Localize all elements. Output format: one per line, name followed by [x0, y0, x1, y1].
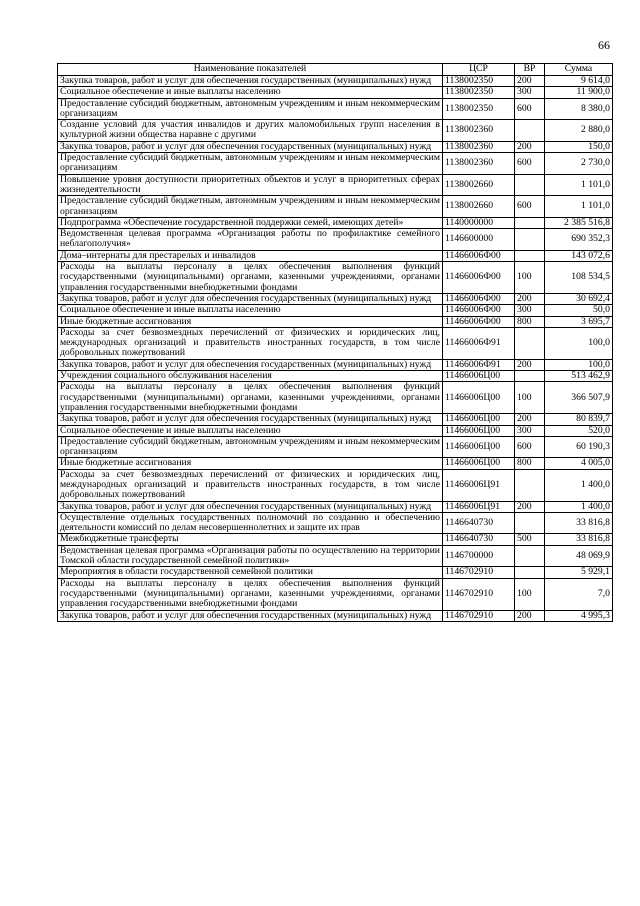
cell-sum: 520,0	[545, 425, 613, 436]
cell-vr: 100	[515, 578, 545, 610]
table-row	[58, 436, 613, 458]
table-row	[58, 469, 613, 501]
header-name: Наименование показателей	[58, 64, 443, 76]
cell-csr: 11466006Ц00	[443, 425, 515, 436]
cell-csr: 1138002350	[443, 98, 515, 120]
cell-vr: 200	[515, 501, 545, 512]
cell-name: Мероприятия в области государственной семейной политики	[58, 567, 443, 578]
cell-sum: 48 069,9	[545, 545, 613, 567]
cell-name: Закупка товаров, работ и услуг для обеспечения государственных (муниципальных) нужд	[58, 414, 443, 425]
cell-name: Расходы на выплаты персоналу в целях обеспечения выполнения функций государственными (муниципальными) органами, казенными учреждениями, органами управления государственными внебюджетными фондами	[58, 262, 443, 294]
cell-csr: 1146600000	[443, 229, 515, 251]
cell-csr: 11466006Ф91	[443, 327, 515, 359]
table-row	[58, 425, 613, 436]
cell-vr	[515, 371, 545, 382]
cell-name: Повышение уровня доступности приоритетных объектов и услуг в приоритетных сферах жизнедеятельности	[58, 174, 443, 196]
cell-name: Закупка товаров, работ и услуг для обеспечения государственных (муниципальных) нужд	[58, 610, 443, 621]
table-row	[58, 120, 613, 142]
cell-name: Иные бюджетные ассигнования	[58, 316, 443, 327]
cell-csr: 11466006Ф00	[443, 293, 515, 304]
cell-vr: 200	[515, 141, 545, 152]
table-row	[58, 512, 613, 534]
table-row	[58, 305, 613, 316]
cell-sum: 33 816,8	[545, 512, 613, 534]
table-row	[58, 545, 613, 567]
header-row	[58, 64, 613, 76]
cell-sum: 1 400,0	[545, 469, 613, 501]
cell-vr: 600	[515, 196, 545, 218]
cell-csr: 1138002350	[443, 87, 515, 98]
cell-vr	[515, 217, 545, 228]
table-row	[58, 87, 613, 98]
cell-name: Иные бюджетные ассигнования	[58, 458, 443, 469]
table-row	[58, 458, 613, 469]
cell-csr: 1138002360	[443, 141, 515, 152]
cell-csr: 1138002660	[443, 196, 515, 218]
cell-vr: 500	[515, 534, 545, 545]
cell-name: Социальное обеспечение и иные выплаты населению	[58, 305, 443, 316]
cell-sum: 1 101,0	[545, 174, 613, 196]
table-row	[58, 567, 613, 578]
cell-vr: 300	[515, 425, 545, 436]
cell-name: Расходы за счет безвозмездных перечислений от физических и юридических лиц, международных организаций и правительств иностранных государств, в том числе добровольных пожертвований	[58, 327, 443, 359]
cell-name: Межбюджетные трансферты	[58, 534, 443, 545]
cell-sum: 513 462,9	[545, 371, 613, 382]
table-row	[58, 327, 613, 359]
cell-sum: 33 816,8	[545, 534, 613, 545]
cell-sum: 4 005,0	[545, 458, 613, 469]
cell-sum: 50,0	[545, 305, 613, 316]
table-row	[58, 293, 613, 304]
cell-csr: 1146702910	[443, 578, 515, 610]
cell-vr: 300	[515, 305, 545, 316]
cell-csr: 1138002350	[443, 76, 515, 87]
cell-vr: 200	[515, 414, 545, 425]
cell-vr	[515, 469, 545, 501]
cell-vr	[515, 120, 545, 142]
table-row	[58, 76, 613, 87]
cell-vr	[515, 229, 545, 251]
cell-name: Создание условий для участия инвалидов и других маломобильных групп населения в культурной жизни общества наравне с другими	[58, 120, 443, 142]
cell-name: Социальное обеспечение и иные выплаты населению	[58, 87, 443, 98]
cell-sum: 366 507,9	[545, 382, 613, 414]
cell-sum: 108 534,5	[545, 262, 613, 294]
cell-sum: 9 614,0	[545, 76, 613, 87]
cell-csr: 1138002660	[443, 174, 515, 196]
cell-csr: 1146640730	[443, 512, 515, 534]
cell-csr: 11466006Ц00	[443, 436, 515, 458]
cell-vr: 100	[515, 262, 545, 294]
table-row	[58, 153, 613, 175]
cell-csr: 1146702910	[443, 567, 515, 578]
cell-sum: 30 692,4	[545, 293, 613, 304]
cell-csr: 1140000000	[443, 217, 515, 228]
cell-vr	[515, 250, 545, 261]
cell-csr: 11466006Ц00	[443, 371, 515, 382]
cell-sum: 7,0	[545, 578, 613, 610]
cell-csr: 11466006Ф00	[443, 316, 515, 327]
budget-table	[57, 63, 613, 622]
cell-sum: 2 385 516,8	[545, 217, 613, 228]
header-csr: ЦСР	[443, 64, 515, 76]
table-row	[58, 316, 613, 327]
cell-vr: 200	[515, 359, 545, 370]
cell-sum: 2 880,0	[545, 120, 613, 142]
cell-name: Ведомственная целевая программа «Организация работы по профилактике семейного неблагополучия»	[58, 229, 443, 251]
table-row	[58, 217, 613, 228]
header-sum: Сумма	[545, 64, 613, 76]
cell-csr: 1146640730	[443, 534, 515, 545]
cell-vr: 300	[515, 87, 545, 98]
cell-name: Закупка товаров, работ и услуг для обеспечения государственных (муниципальных) нужд	[58, 501, 443, 512]
cell-sum: 60 190,3	[545, 436, 613, 458]
table-row	[58, 141, 613, 152]
cell-name: Учреждения социального обслуживания населения	[58, 371, 443, 382]
cell-name: Закупка товаров, работ и услуг для обеспечения государственных (муниципальных) нужд	[58, 293, 443, 304]
cell-sum: 5 929,1	[545, 567, 613, 578]
cell-name: Закупка товаров, работ и услуг для обеспечения государственных (муниципальных) нужд	[58, 359, 443, 370]
table-row	[58, 501, 613, 512]
cell-name: Ведомственная целевая программа «Организация работы по осуществлению на территории Томской области государственной семейной политики»	[58, 545, 443, 567]
cell-vr: 600	[515, 98, 545, 120]
cell-csr: 11466006Ф00	[443, 305, 515, 316]
cell-sum: 1 101,0	[545, 196, 613, 218]
cell-vr	[515, 567, 545, 578]
table-row	[58, 382, 613, 414]
cell-name: Осуществление отдельных государственных полномочий по созданию и обеспечению деятельности комиссий по делам несовершеннолетних и защите их прав	[58, 512, 443, 534]
cell-vr: 200	[515, 76, 545, 87]
cell-name: Закупка товаров, работ и услуг для обеспечения государственных (муниципальных) нужд	[58, 141, 443, 152]
cell-sum: 8 380,0	[545, 98, 613, 120]
cell-sum: 80 839,7	[545, 414, 613, 425]
cell-csr: 11466006Ц91	[443, 501, 515, 512]
cell-vr: 200	[515, 610, 545, 621]
cell-name: Дома–интернаты для престарелых и инвалидов	[58, 250, 443, 261]
cell-csr: 11466006Ф00	[443, 250, 515, 261]
cell-name: Закупка товаров, работ и услуг для обеспечения государственных (муниципальных) нужд	[58, 76, 443, 87]
table-row	[58, 414, 613, 425]
table-row	[58, 359, 613, 370]
cell-name: Социальное обеспечение и иные выплаты населению	[58, 425, 443, 436]
cell-sum: 100,0	[545, 327, 613, 359]
cell-sum: 3 695,7	[545, 316, 613, 327]
table-row	[58, 371, 613, 382]
cell-vr: 600	[515, 436, 545, 458]
cell-sum: 690 352,3	[545, 229, 613, 251]
cell-vr: 800	[515, 458, 545, 469]
cell-vr: 800	[515, 316, 545, 327]
cell-csr: 11466006Ф00	[443, 262, 515, 294]
table-row	[58, 98, 613, 120]
header-vr: ВР	[515, 64, 545, 76]
cell-name: Подпрограмма «Обеспечение государственной поддержки семей, имеющих детей»	[58, 217, 443, 228]
table-row	[58, 534, 613, 545]
cell-sum: 11 900,0	[545, 87, 613, 98]
cell-sum: 1 400,0	[545, 501, 613, 512]
table-row	[58, 250, 613, 261]
cell-name: Предоставление субсидий бюджетным, автономным учреждениям и иным некоммерческим организациям	[58, 153, 443, 175]
cell-csr: 11466006Ф91	[443, 359, 515, 370]
cell-csr: 1146702910	[443, 610, 515, 621]
cell-vr: 100	[515, 382, 545, 414]
cell-name: Предоставление субсидий бюджетным, автономным учреждениям и иным некоммерческим организациям	[58, 98, 443, 120]
cell-csr: 1138002360	[443, 120, 515, 142]
table-header	[58, 64, 613, 76]
cell-sum: 2 730,0	[545, 153, 613, 175]
cell-name: Расходы за счет безвозмездных перечислений от физических и юридических лиц, международных организаций и правительств иностранных государств, в том числе добровольных пожертвований	[58, 469, 443, 501]
cell-vr	[515, 174, 545, 196]
cell-vr	[515, 327, 545, 359]
cell-vr: 200	[515, 293, 545, 304]
cell-csr: 11466006Ц00	[443, 382, 515, 414]
cell-csr: 1146700000	[443, 545, 515, 567]
cell-name: Предоставление субсидий бюджетным, автономным учреждениям и иным некоммерческим организациям	[58, 436, 443, 458]
cell-csr: 11466006Ц00	[443, 414, 515, 425]
page-number: 66	[598, 38, 610, 52]
table-row	[58, 610, 613, 621]
cell-sum: 143 072,6	[545, 250, 613, 261]
cell-csr: 11466006Ц00	[443, 458, 515, 469]
cell-name: Расходы на выплаты персоналу в целях обеспечения выполнения функций государственными (муниципальными) органами, казенными учреждениями, органами управления государственными внебюджетными фондами	[58, 382, 443, 414]
cell-csr: 11466006Ц91	[443, 469, 515, 501]
table-row	[58, 262, 613, 294]
cell-csr: 1138002360	[443, 153, 515, 175]
table-row	[58, 229, 613, 251]
table-body	[58, 76, 613, 622]
cell-name: Расходы на выплаты персоналу в целях обеспечения выполнения функций государственными (муниципальными) органами, казенными учреждениями, органами управления государственными внебюджетными фондами	[58, 578, 443, 610]
table-row	[58, 174, 613, 196]
cell-sum: 4 995,3	[545, 610, 613, 621]
cell-sum: 100,0	[545, 359, 613, 370]
cell-vr	[515, 545, 545, 567]
cell-name: Предоставление субсидий бюджетным, автономным учреждениям и иным некоммерческим организациям	[58, 196, 443, 218]
table-row	[58, 196, 613, 218]
table-row	[58, 578, 613, 610]
cell-vr: 600	[515, 153, 545, 175]
cell-sum: 150,0	[545, 141, 613, 152]
cell-vr	[515, 512, 545, 534]
